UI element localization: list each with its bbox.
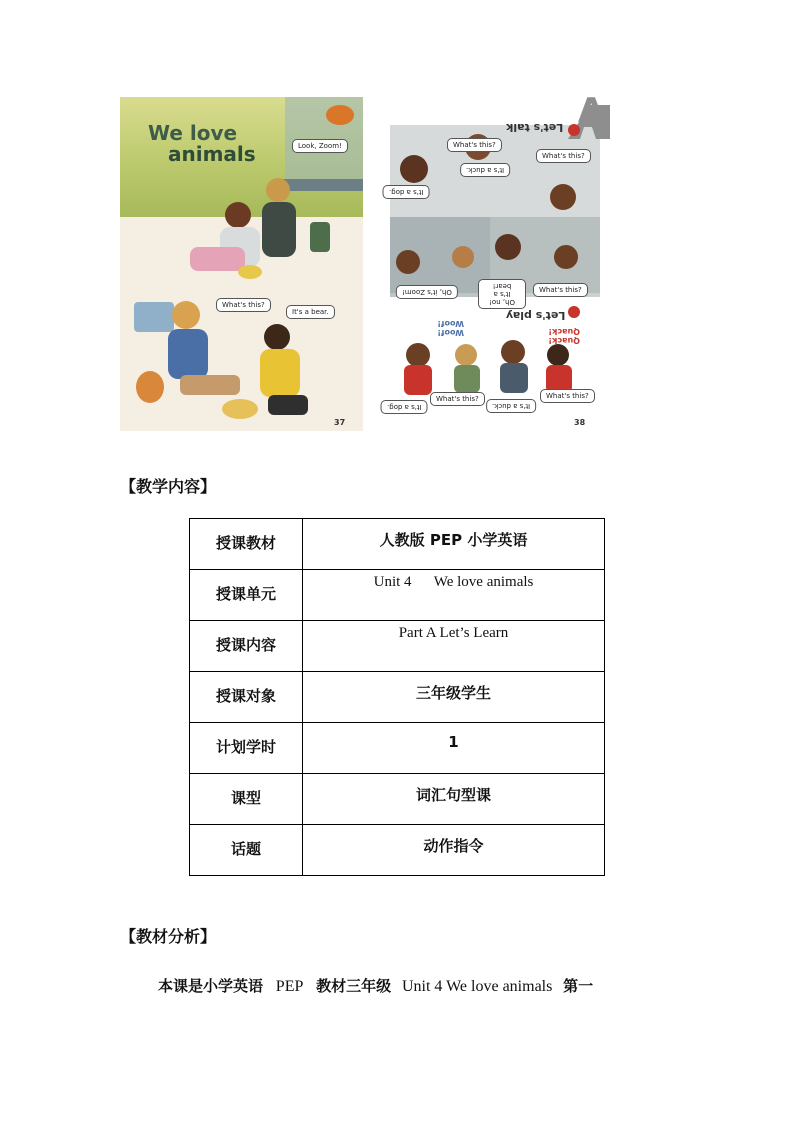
textbook-page-left: [120, 97, 363, 431]
toy-box: [134, 302, 174, 332]
kid-head-7: [554, 245, 578, 269]
table-row: [190, 723, 605, 774]
table-key: 课型: [190, 774, 303, 825]
table-row: [190, 621, 605, 672]
para-part-1: 本课是小学英语: [158, 977, 264, 995]
woof-text: Woof! Woof!: [437, 319, 464, 337]
boy-head-1: [172, 301, 200, 329]
para-part-3: 教材三年级: [316, 977, 392, 995]
kid-body-10: [500, 363, 528, 393]
play-icon: [568, 306, 580, 318]
girl-legs-1: [190, 247, 245, 271]
bubble-r-8: What's this?: [430, 392, 485, 406]
bubble-its-a-bear: It's a bear.: [286, 305, 335, 319]
table-key: 授课内容: [190, 621, 303, 672]
boy-legs-1: [180, 375, 240, 395]
bubble-r-6: Oh, no! It's a bear!: [478, 279, 526, 309]
table-value: 动作指令: [303, 825, 605, 876]
table-value: 人教版 PEP 小学英语: [303, 519, 605, 570]
bubble-r-11: What's this?: [540, 389, 595, 403]
bubble-r-10: It's a dog.: [381, 400, 428, 414]
toy-duck: [238, 265, 262, 279]
girl-head-2: [266, 178, 290, 202]
jar: [310, 222, 330, 252]
kid-head-6: [495, 234, 521, 260]
table-row: [190, 519, 605, 570]
lets-talk-heading: Let's talk: [506, 121, 564, 134]
kid-head-11: [547, 344, 569, 366]
boy-body-1: [168, 329, 208, 379]
kid-head-1: [400, 155, 428, 183]
table-row: [190, 825, 605, 876]
course-info-table: [189, 518, 605, 876]
bubble-r-7: Oh, it's Zoom!: [396, 285, 458, 299]
table-value: 1: [303, 723, 605, 774]
page-number-left: 37: [334, 418, 346, 427]
kid-head-3: [550, 184, 576, 210]
table-value: 三年级学生: [303, 672, 605, 723]
kid-head-9: [455, 344, 477, 366]
toy-bear: [222, 399, 258, 419]
unit-title-line2: animals: [168, 142, 256, 166]
boy-body-2: [260, 349, 300, 397]
girl-head-1: [225, 202, 251, 228]
para-part-2: PEP: [275, 978, 304, 995]
table-row: [190, 570, 605, 621]
kid-head-5: [452, 246, 474, 268]
bubble-r-5: What's this?: [533, 283, 588, 297]
kid-body-8: [404, 365, 432, 395]
kid-head-4: [396, 250, 420, 274]
kid-body-9: [454, 365, 480, 393]
table-key: 授课对象: [190, 672, 303, 723]
unit-title-line1: We love: [148, 121, 238, 145]
bubble-look-zoom: Look, Zoom!: [292, 139, 348, 153]
table-row: [190, 774, 605, 825]
window-sill: [280, 179, 363, 191]
lets-play-heading: Let's play: [506, 309, 566, 322]
quack-text: Quack! Quack!: [548, 327, 580, 345]
para-part-5: 第一: [563, 977, 594, 995]
table-key: 授课教材: [190, 519, 303, 570]
boy-legs-2: [268, 395, 308, 415]
table-key: 授课单元: [190, 570, 303, 621]
unit-title: [148, 123, 256, 165]
table-row: [190, 672, 605, 723]
para-part-4: Unit 4 We love animals: [401, 978, 553, 995]
bubble-r-3: It's a dog.: [383, 185, 430, 199]
table-value: 词汇句型课: [303, 774, 605, 825]
table-value: Part A Let’s Learn: [303, 621, 605, 672]
badge-a: A: [578, 97, 605, 131]
bubble-r-4: What's this?: [536, 149, 591, 163]
toy-dog: [136, 371, 164, 403]
page-number-right: 38: [574, 418, 586, 427]
bubble-r-2: It's a duck.: [460, 163, 510, 177]
section-title-material-analysis: 【教材分析】: [120, 927, 217, 946]
kid-head-8: [406, 343, 430, 367]
table-key: 计划学时: [190, 723, 303, 774]
bubble-r-9: It's a duck.: [486, 399, 536, 413]
textbook-page-right: [378, 97, 610, 431]
kid-head-10: [501, 340, 525, 364]
analysis-paragraph: [158, 975, 593, 996]
boy-head-2: [264, 324, 290, 350]
bubble-r-1: What's this?: [447, 138, 502, 152]
bubble-whats-this: What's this?: [216, 298, 271, 312]
squirrel: [326, 105, 354, 125]
table-value: Unit 4 We love animals: [303, 570, 605, 621]
section-title-teaching-content: 【教学内容】: [120, 477, 217, 496]
table-key: 话题: [190, 825, 303, 876]
girl-body-2: [262, 202, 296, 257]
